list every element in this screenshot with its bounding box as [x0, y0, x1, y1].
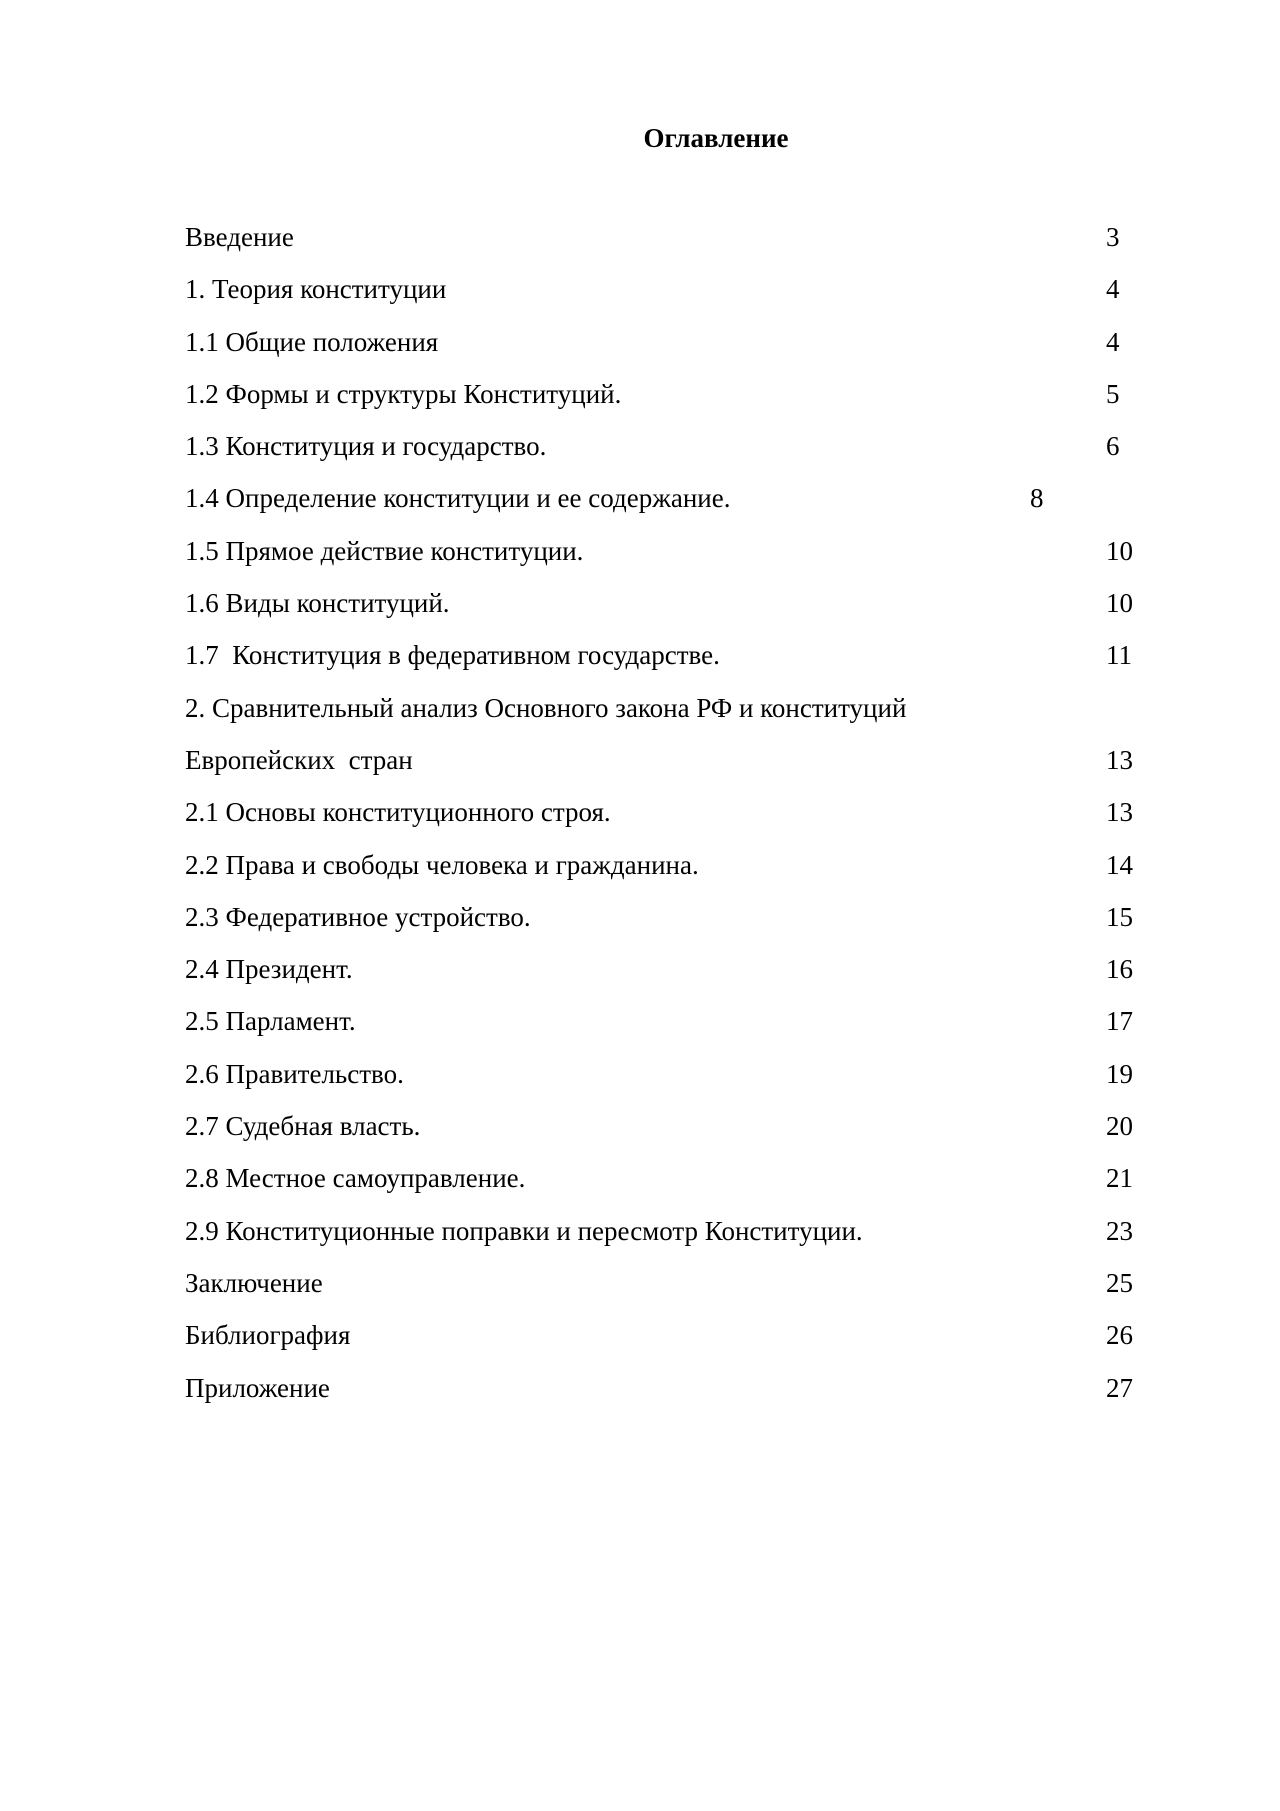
toc-entry-page: 23 — [1106, 1215, 1133, 1246]
toc-entry-text: 1.6 Виды конституций. — [185, 588, 450, 619]
toc-entry-text: 1.2 Формы и структуры Конституций. — [185, 378, 622, 409]
toc-entry-page: 15 — [1106, 901, 1133, 932]
toc-entry — [185, 585, 1145, 637]
toc-entry-page: 20 — [1106, 1111, 1133, 1142]
toc-entry — [185, 1108, 1145, 1160]
toc-entry-page: 13 — [1106, 744, 1133, 775]
toc-entry — [185, 1265, 1145, 1317]
toc-entry — [185, 899, 1145, 951]
toc-entry-page: 19 — [1106, 1058, 1133, 1089]
toc-entry-page: 26 — [1106, 1320, 1133, 1351]
toc-entry — [185, 376, 1145, 428]
toc-entry — [185, 794, 1145, 846]
toc-entry-text: 2. Сравнительный анализ Основного закона РФ и конституций — [185, 692, 907, 723]
toc-entry — [185, 951, 1145, 1003]
toc-entry — [185, 690, 1145, 742]
toc-entry-page: 10 — [1106, 588, 1133, 619]
toc-entry-page: 13 — [1106, 797, 1133, 828]
toc-entry-text: 2.4 Президент. — [185, 954, 353, 985]
toc-entry-page: 27 — [1106, 1372, 1133, 1403]
toc-entry-text: 2.6 Правительство. — [185, 1058, 404, 1089]
toc-entry-text: 2.5 Парламент. — [185, 1006, 356, 1037]
toc-entry-page: 16 — [1106, 954, 1133, 985]
toc-entry-page: 3 — [1106, 222, 1120, 252]
toc-entry — [185, 271, 1145, 323]
toc-entry-page: 14 — [1106, 849, 1133, 880]
toc-entry-page: 10 — [1106, 535, 1133, 566]
toc-entry-text: Введение — [185, 222, 294, 252]
toc-entry — [185, 1003, 1145, 1055]
toc-entry — [185, 847, 1145, 899]
toc-title: Оглавление — [643, 123, 789, 153]
toc-entry — [185, 1370, 1145, 1422]
toc-entry — [185, 428, 1145, 480]
toc-entry — [185, 480, 1145, 532]
toc-entry — [185, 742, 1145, 794]
toc-entry — [185, 1056, 1145, 1108]
toc-entry-text: 2.8 Местное самоуправление. — [185, 1163, 526, 1194]
toc-entry-page: 4 — [1106, 326, 1120, 357]
toc-entry-page: 25 — [1106, 1267, 1133, 1298]
toc-entry-text: 2.3 Федеративное устройство. — [185, 901, 531, 932]
toc-entry-page: 17 — [1106, 1006, 1133, 1037]
toc-entry-text: Заключение — [185, 1267, 323, 1298]
toc-entry-text: Библиография — [185, 1320, 351, 1351]
toc-entry-page: 6 — [1106, 431, 1120, 462]
toc-entry-text: 1.3 Конституция и государство. — [185, 431, 547, 462]
toc-entry-text: 2.7 Судебная власть. — [185, 1111, 421, 1142]
toc-entry — [185, 324, 1145, 376]
toc-entry — [185, 1160, 1145, 1212]
toc-entry-text: Европейских стран — [185, 744, 413, 775]
toc-entry — [185, 219, 1145, 271]
toc-entry-text: 2.1 Основы конституционного строя. — [185, 797, 611, 828]
toc-entry-text: 1. Теория конституции — [185, 274, 447, 305]
toc-entry-page: 8 — [1030, 483, 1044, 514]
toc-entry — [185, 1213, 1145, 1265]
toc-entry — [185, 1317, 1145, 1369]
toc-list — [185, 219, 1145, 1422]
toc-entry-text: 1.1 Общие положения — [185, 326, 439, 357]
toc-entry-text: Приложение — [185, 1372, 330, 1403]
toc-entry-page: 11 — [1106, 640, 1132, 671]
toc-entry-page: 4 — [1106, 274, 1120, 305]
toc-entry-text: 2.2 Права и свободы человека и гражданина. — [185, 849, 699, 880]
toc-entry-text: 2.9 Конституционные поправки и пересмотр Конституции. — [185, 1215, 863, 1246]
toc-entry-page: 5 — [1106, 378, 1120, 409]
toc-entry-text: 1.7 Конституция в федеративном государстве. — [185, 640, 720, 671]
toc-entry-text: 1.5 Прямое действие конституции. — [185, 535, 584, 566]
toc-entry-text: 1.4 Определение конституции и ее содержание. — [185, 483, 731, 514]
toc-entry — [185, 533, 1145, 585]
toc-entry-page: 21 — [1106, 1163, 1133, 1194]
toc-entry — [185, 637, 1145, 689]
